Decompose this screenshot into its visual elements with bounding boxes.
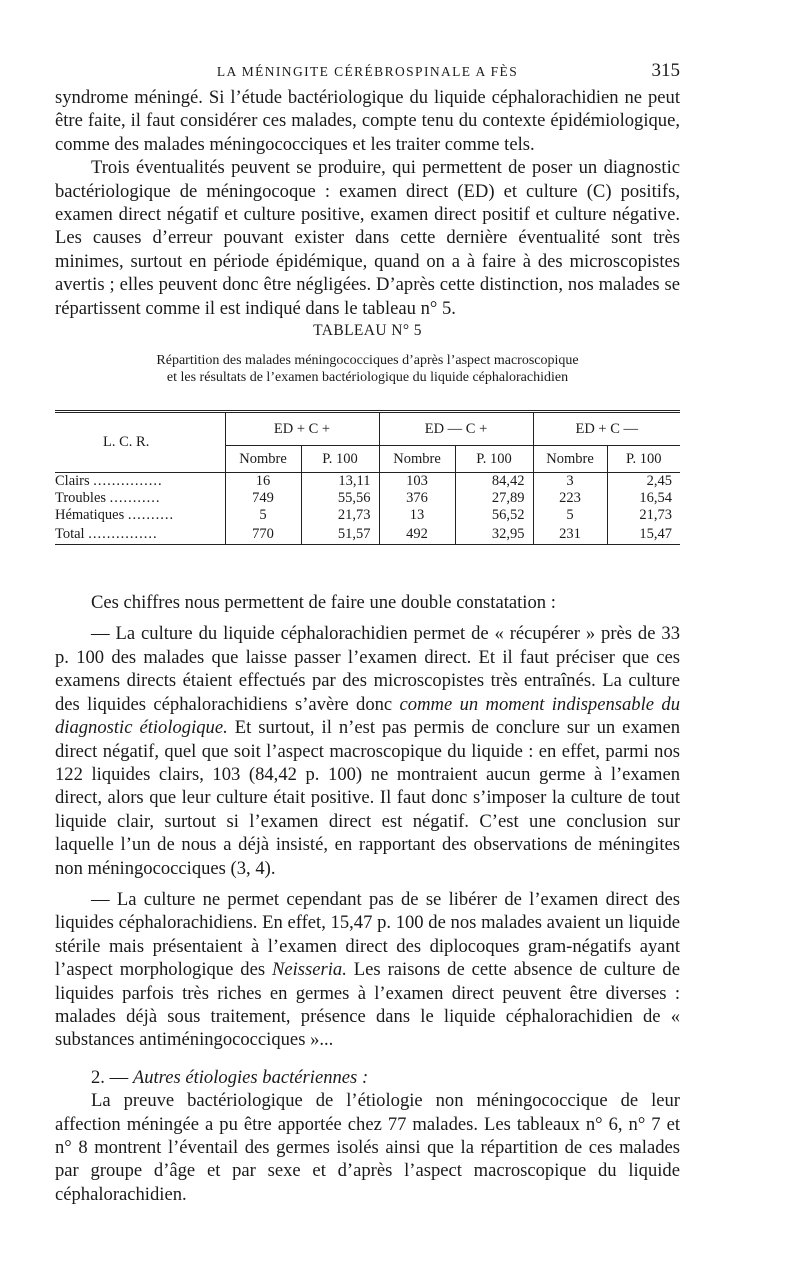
cell: 3	[533, 473, 607, 491]
table-row-total	[55, 524, 680, 545]
subheader-nombre: Nombre	[533, 446, 607, 473]
cell: 749	[225, 490, 301, 507]
cell: 2,45	[607, 473, 680, 491]
col-header-group-3: ED + C —	[533, 412, 680, 446]
cell: 56,52	[455, 507, 533, 524]
cell: 55,56	[301, 490, 379, 507]
cell: 231	[533, 524, 607, 545]
row-label: Hématiques ..........	[55, 507, 175, 524]
row-label: Troubles ...........	[55, 490, 161, 507]
col-header-group-1: ED + C +	[225, 412, 379, 446]
paragraph-3: Ces chiffres nous permettent de faire une double constatation :	[91, 592, 556, 614]
table-5	[55, 410, 680, 545]
cell: 27,89	[455, 490, 533, 507]
table-row-clairs	[55, 473, 680, 491]
cell: 5	[225, 507, 301, 524]
section-heading: 2. — Autres étiologies bactériennes :	[91, 1066, 369, 1088]
paragraph-6: La preuve bactériologique de l’étiologie non méningococcique de leur affection méningée a pu être apportée chez 77 malades. Les tableaux n° 6, n° 7 et n° 8 montrent l’éventail des germes isolés ainsi que la répartition de ces malades par groupe d’âge et par sexe et d’après l’aspect macroscopique du liquide céphalorachidien.	[55, 1090, 680, 1205]
row-label: Clairs ...............	[55, 473, 163, 490]
cell: 770	[225, 524, 301, 545]
table-row-hematiques	[55, 507, 680, 524]
cell: 16,54	[607, 490, 680, 507]
subheader-p100: P. 100	[301, 446, 379, 473]
cell: 84,42	[455, 473, 533, 491]
cell: 376	[379, 490, 455, 507]
paragraph-5: — La culture ne permet cependant pas de se libérer de l’examen direct des liquides céphalorachidiens. En effet, 15,47 p. 100 de nos malades avaient un liquide stérile mais présentaient à l’examen direct des diplocoques gram-négatifs ayant l’aspect morphologique des Neisseria. Les raisons de cette absence de culture de liquides parfois très riches en germes à l’examen direct peuvent être diverses : malades déjà sous traitement, présence dans le liquide céphalorachidien de « substances antiméningococciques »...	[55, 888, 680, 1051]
cell: 51,57	[301, 524, 379, 545]
cell: 223	[533, 490, 607, 507]
table-header-row	[55, 412, 680, 446]
emphasis: Neisseria.	[271, 959, 347, 981]
cell: 32,95	[455, 524, 533, 545]
paragraph-2: Trois éventualités peuvent se produire, qui permettent de poser un diagnostic bactériologique de méningocoque : examen direct (ED) et culture (C) positifs, examen direct négatif et culture positive, examen direct positif et culture négative. Les causes d’erreur pouvant exister dans cette dernière éventualité sont très minimes, surtout en période épidémique, quand on a à faire à des microscopistes avertis ; elles peuvent donc être négligées. D’après cette distinction, nos malades se répartissent comme il est indiqué dans le tableau n° 5.	[55, 157, 680, 319]
paragraph-4: — La culture du liquide céphalorachidien permet de « récupérer » près de 33 p. 100 des malades que laisse passer l’examen direct. Et il faut préciser que ces examens directs étaient effectués par des microscopistes très entraînés. La culture des liquides céphalorachidiens s’avère donc comme un moment indispensable du diagnostic étiologique. Et surtout, il n’est pas permis de conclure sur un examen direct négatif, quel que soit l’aspect macroscopique du liquide : en effet, parmi nos 122 liquides clairs, 103 (84,42 p. 100) ne montraient aucun germe à l’examen direct, alors que leur culture était positive. Il faut donc s’imposer la culture de tout liquide clair, surtout si l’examen direct est négatif. C’est une conclusion sur laquelle l’un de nous a déjà insisté, en rapportant des observations de méningites non méningococciques (3, 4).	[55, 623, 681, 879]
subheader-p100: P. 100	[607, 446, 680, 473]
table-caption-line-1: Répartition des malades méningococciques d’après l’aspect macroscopique	[156, 353, 579, 369]
emphasis: comme un moment indispensable du diagnostic étiologique.	[55, 693, 680, 739]
cell: 16	[225, 473, 301, 491]
cell: 492	[379, 524, 455, 545]
running-title: LA MÉNINGITE CÉRÉBROSPINALE A FÈS	[216, 64, 519, 79]
subheader-p100: P. 100	[455, 446, 533, 473]
cell: 5	[533, 507, 607, 524]
table-caption-line-2: et les résultats de l’examen bactériologique du liquide céphalorachidien	[166, 370, 569, 386]
paragraph-1: syndrome méningé. Si l’étude bactériologique du liquide céphalorachidien ne peut être faite, il faut considérer ces malades, compte tenu du contexte épidémiologique, comme des malades méningococciques et les traiter comme tels.	[55, 87, 680, 155]
cell: 21,73	[607, 507, 680, 524]
row-label: Total ...............	[55, 525, 158, 542]
cell: 21,73	[301, 507, 379, 524]
cell: 13,11	[301, 473, 379, 491]
subheader-nombre: Nombre	[225, 446, 301, 473]
table-title: TABLEAU N° 5	[313, 322, 422, 340]
subheader-nombre: Nombre	[379, 446, 455, 473]
page-number: 315	[651, 60, 680, 81]
table-row-troubles	[55, 490, 680, 507]
table-caption	[55, 352, 680, 386]
page	[55, 58, 680, 1206]
col-header-group-2: ED — C +	[379, 412, 533, 446]
cell: 15,47	[607, 524, 680, 545]
cell: 13	[379, 507, 455, 524]
cell: 103	[379, 473, 455, 491]
col-header-lcr: L. C. R.	[55, 412, 225, 473]
running-head	[55, 58, 680, 86]
